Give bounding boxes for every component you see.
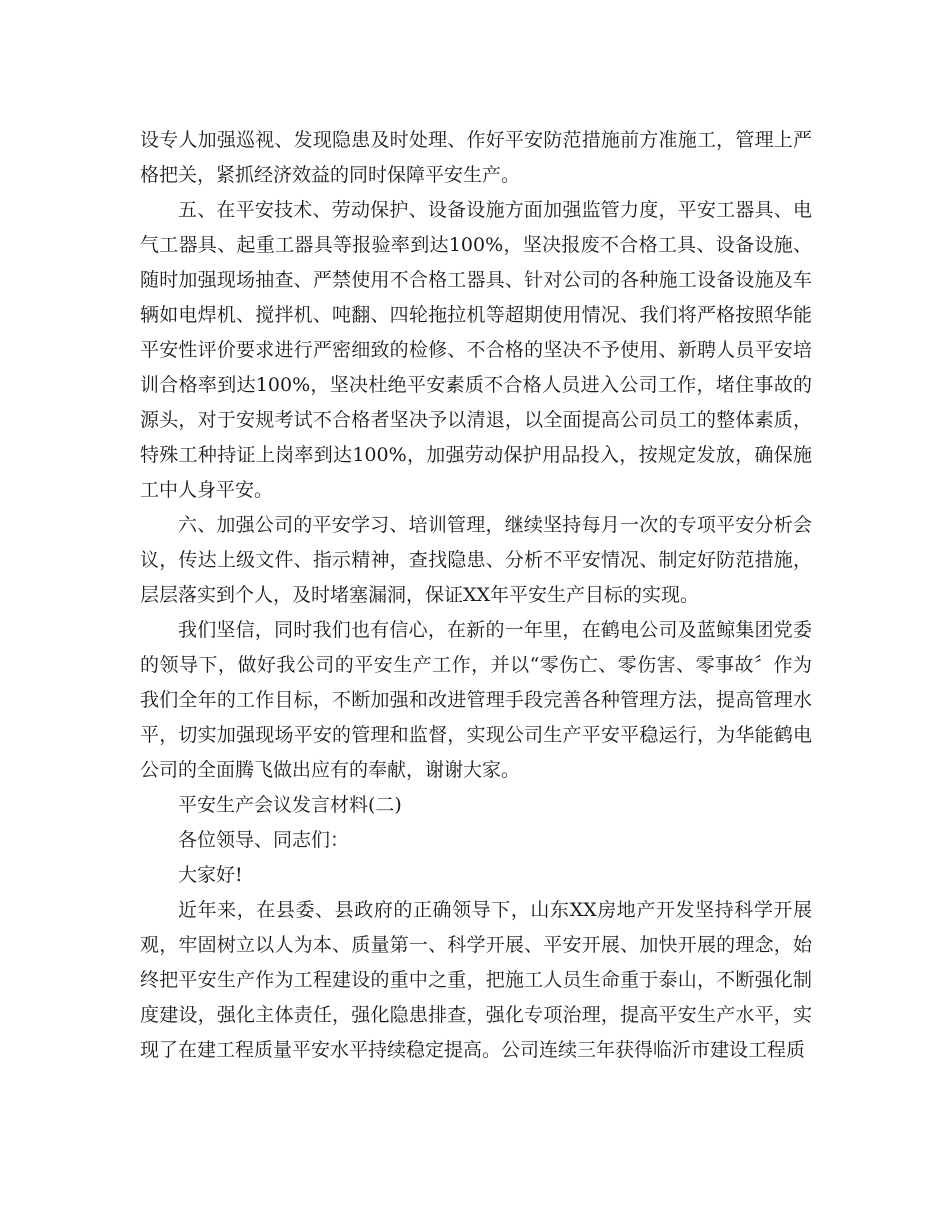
section-title: 平安生产会议发言材料(二) <box>178 794 402 816</box>
greeting: 大家好! <box>178 864 243 886</box>
paragraph-continued: 设专人加强巡视、发现隐患及时处理、作好平安防范措施前方准施工，管理上严格把关，紧抓经济效益的同时保障平安生产。 <box>140 129 812 186</box>
paragraph-conclusion: 我们坚信，同时我们也有信心，在新的一年里，在鹤电公司及蓝鲸集团党委的领导下，做好我公司的平安生产工作，并以“零伤亡、零伤害、零事故〞作为我们全年的工作目标，不断加强和改进管理手段完善各种管理方法，提高管理水平，切实加强现场平安的管理和监督，实现公司生产平安平稳运行，为华能鹤电公司的全面腾飞做出应有的奉献，谢谢大家。 <box>140 619 812 781</box>
paragraph-item-6: 六、加强公司的平安学习、培训管理，继续坚持每月一次的专项平安分析会议，传达上级文件、指示精神，查找隐患、分析不平安情况、制定好防范措施，层层落实到个人，及时堵塞漏洞，保证XX年平安生产目标的实现。 <box>140 514 812 606</box>
paragraph-item-5: 五、在平安技术、劳动保护、设备设施方面加强监管力度，平安工器具、电气工器具、起重工器具等报验率到达100%，坚决报废不合格工具、设备设施、随时加强现场抽查、严禁使用不合格工器具、针对公司的各种施工设备设施及车辆如电焊机、搅拌机、吨翻、四轮拖拉机等超期使用情况、我们将严格按照华能平安性评价要求进行严密细致的检修、不合格的坚决不予使用、新聘人员平安培训合格率到达100%，坚决杜绝平安素质不合格人员进入公司工作，堵住事故的源头，对于安规考试不合格者坚决予以清退，以全面提高公司员工的整体素质，特殊工种持证上岗率到达100%，加强劳动保护用品投入，按规定发放，确保施工中人身平安。 <box>140 199 812 501</box>
salutation: 各位领导、同志们： <box>178 829 350 851</box>
document-body <box>140 123 812 1068</box>
paragraph-body-1: 近年来，在县委、县政府的正确领导下，山东XX房地产开发坚持科学开展观，牢固树立以人为本、质量第一、科学开展、平安开展、加快开展的理念，始终把平安生产作为工程建设的重中之重，把施工人员生命重于泰山，不断强化制度建设，强化主体责任，强化隐患排查，强化专项治理，提高平安生产水平，实现了在建工程质量平安水平持续稳定提高。公司连续三年获得临沂市建设工程质 <box>140 899 812 1061</box>
